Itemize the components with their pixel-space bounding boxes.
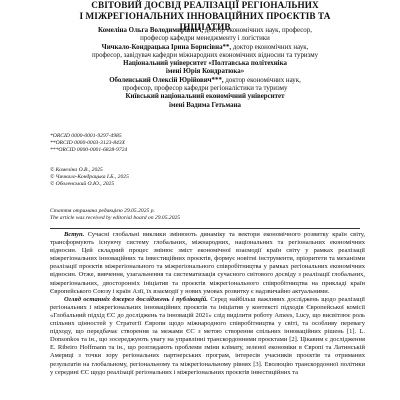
author-3-position: професор, професор кафедри регіоналістики та туризму [122,85,288,93]
author-1 [60,27,350,35]
affiliation-2-line-1: Київський національний економічний університет [125,93,285,101]
received-dates [50,208,180,222]
author-3-name: Оболенський Олексій Юрійович***, [109,76,224,84]
author-2-name: Чичкало-Кондрацька Ірина Борисівна**, [101,43,232,51]
review-heading: Огляд останніх джерел досліджень і публікацій. [64,295,208,303]
intro-text: Сучасні глобальні виклики змінюють динаміку та вектори економічного розвитку країн світу, трансформують існуючу систему глобальних, міжнародних, національних та регіональних економічних відносин. Цей складний процес змінює зміст економічної взаємодії країн світу у рамках реалізації міжрегіональних інноваційних та інвестиційних проєктів, формує новітні інструменти, пріоритети та механізми реалізації проєктів міжрегіонального та міжрегіонального співробітництва у рамках регіональних економічних відносин. Отже, вивчення, узагальнення та систематизація сучасного світового досвіду з реалізації глобальних, міжрегіональних, двосторонніх ініціатив та проєктів міжрегіонального співробітництва на прикладі країн Європейського Союзу і країн Азії, їх взаємодії у нових умовах розвитку є надзвичайно актуальними. [50,231,365,295]
copyright-list [50,167,129,187]
orcid-list [50,133,127,153]
review-text: Серед найбільш важливих досліджень щодо реалізації регіональних і міжрегіональних інноваційних проєктів та ініціатив у контексті підходів Європейської комісії «Глобальний підхід ЄС до досліджень та інновацій 2021» слід виділити роботу Amees, Lucy, що висвітлює роль спільних цінностей у Стратегії Європи щодо міжнародного співробітництва у світі, та особливу перевагу підходу, що передбачає створення за межами ЄС з метою створення спільних інноваційних рішень [1]. L. Donsonkos та ін., що зосереджують увагу на управлінні транскордонними проєктами [2]. Цікавим є дослідження E. Ribeiro Hoffmann та ін., що розглядають проблеми зміни клімату, зеленої економіки в Європі та Латинській Америці з точки зору регіональних партнерських програм, інтересів учасників проєктів та отриманих результатів на глобальному, регіональному та міжрегіональному рівнях [3]. Еволюцію транскордонної політики у середині ЄС щодо реалізації регіональних і міжрегіональних проєктів інвестиційних та [50,295,365,376]
intro-heading: Вступ. [64,231,85,238]
orcid-3: ***ORCID 0000-0001-6828-9724 [50,146,128,153]
review-paragraph [50,296,365,377]
title-line-2: І МІЖРЕГІОНАЛЬНИХ ІННОВАЦІЙНИХ ПРОЄКТІВ ТА ІНІЦІАТИВ [79,11,331,32]
copyright-2: © Чичкало-Кондрацька І.Б., 2025 [50,173,129,180]
author-2-degree: доктор економічних наук, [231,43,309,51]
intro-paragraph [50,231,365,296]
author-3-degree: доктор економічних наук, [223,76,301,84]
copyright-3: © Оболенський О.Ю., 2025 [50,180,115,187]
section-divider [50,228,360,229]
affiliation-1-line-1: Національний університет «Полтавська політехніка [123,60,287,68]
author-1-degree: доктор економічних наук, професор, [203,27,312,34]
affiliation-1-line-2: імені Юрія Кондратюка» [165,68,245,76]
affiliation-2-line-2: імені Вадима Гетьмана [168,101,242,109]
received-date-uk: Стаття отримана редакцією 29.05.2025 р. [50,208,155,214]
orcid-1: *ORCID 0000-0001-9297-4985 [50,133,122,139]
author-1-position: професор кафедри менеджменту і логістики [140,35,270,43]
author-2-position: професор, завідувач кафедри міжнародних економічних відносин та туризму [91,51,319,59]
author-2 [60,44,350,52]
author-3 [60,77,350,85]
received-date-en: The article was received by editorial board on 29.05.2025 [50,214,181,221]
title-line-1: СВІТОВИЙ ДОСВІД РЕАЛІЗАЦІЇ РЕГІОНАЛЬНИХ [91,0,319,10]
author-1-name: Комеліна Ольга Володимирівна*, [98,27,204,34]
author-block [60,27,350,110]
copyright-1: © Комеліна О.В., 2025 [50,167,103,173]
orcid-2: **ORCID 0000-0003-3123-843X [50,139,126,146]
article-body [50,231,365,377]
